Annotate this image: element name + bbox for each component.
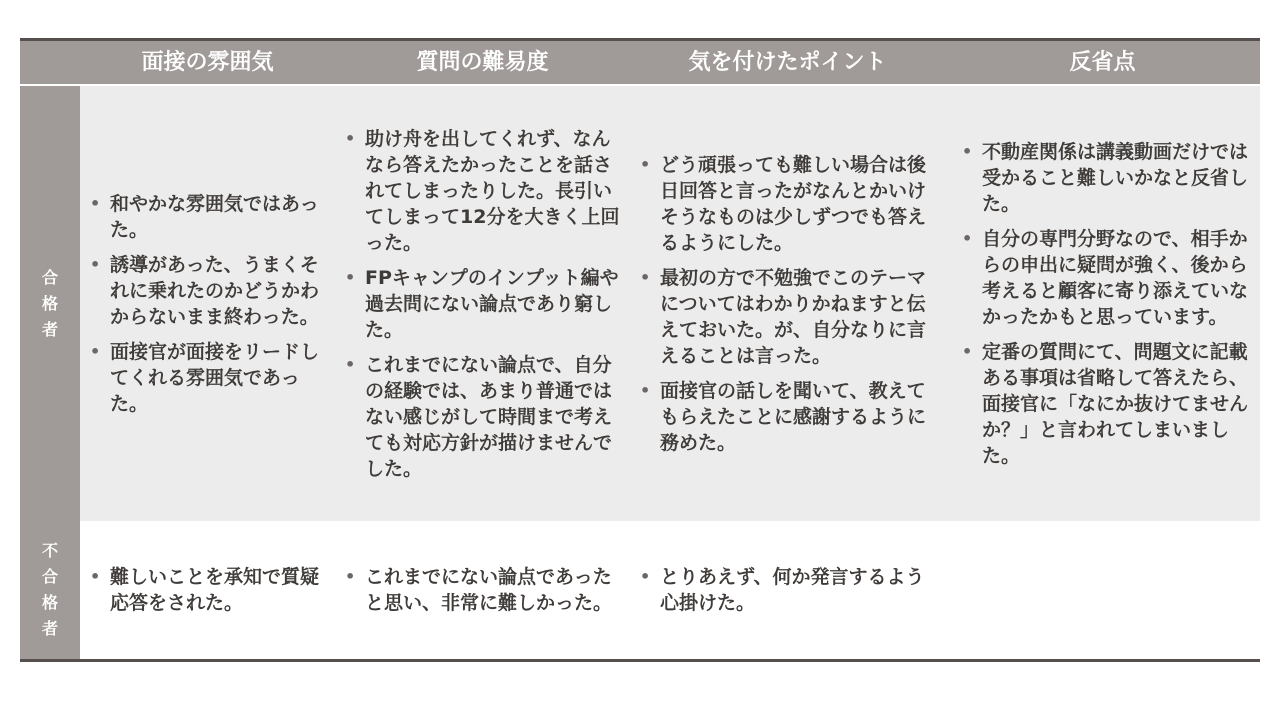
bullet-item: • 難しいことを承知で質疑応答をされた。 (88, 564, 328, 616)
bullet-item: • FPキャンプのインプット編や過去問にない論点であり窮した。 (343, 265, 625, 343)
bullet-item: • 助け舟を出してくれず、なんなら答えたかったことを話されてしまったりした。長引いてしまって12分を大きく上回った。 (343, 126, 625, 256)
bullet-item: • 和やかな雰囲気ではあった。 (88, 191, 328, 243)
bullet-item: • 誘導があった、うまくそれに乗れたのかどうかわからないまま終わった。 (88, 252, 328, 330)
bullet-item: • 定番の質問にて、問題文に記載ある事項は省略して答えたら、面接官に「なにか抜けてませんか？」と言われてしまいました。 (960, 339, 1252, 469)
cell-failed-atmosphere (88, 521, 328, 659)
cell-failed-points (638, 521, 940, 659)
row-label-passed-text: 合格者 (42, 267, 59, 339)
bullet-item: • これまでにない論点であったと思い、非常に難しかった。 (343, 564, 625, 616)
bullet-item: • 最初の方で不勉強でこのテーマについてはわかりかねますと伝えておいた。が、自分なりに言えることは言った。 (638, 265, 940, 369)
bullet-item: • 面接官の話しを聞いて、教えてもらえたことに感謝するように務めた。 (638, 378, 940, 456)
passed-atmosphere-list (88, 191, 328, 417)
bullet-item: • 不動産関係は講義動画だけでは受かること難しいかなと反省した。 (960, 139, 1252, 217)
cell-passed-difficulty (343, 86, 625, 521)
row-label-passed (20, 86, 80, 521)
failed-points-list (638, 564, 940, 616)
bullet-item: • 面接官が面接をリードしてくれる雰囲気であった。 (88, 339, 328, 417)
cell-passed-points (638, 86, 940, 521)
failed-difficulty-list (343, 564, 625, 616)
bullet-item: • これまでにない論点で、自分の経験では、あまり普通ではない感じがして時間まで考えても対応方針が描けませんでした。 (343, 352, 625, 482)
bullet-item: • とりあえず、何か発言するよう心掛けた。 (638, 564, 940, 616)
bullet-item: • 自分の専門分野なので、相手からの申出に疑問が強く、後から考えると顧客に寄り添えていなかったかもと思っています。 (960, 226, 1252, 330)
header-difficulty: 質問の難易度 (416, 50, 549, 75)
row-label-failed-text: 不合格者 (42, 541, 59, 638)
failed-atmosphere-list (88, 564, 328, 616)
comparison-table (20, 38, 1260, 662)
header-reflection: 反省点 (1069, 50, 1136, 75)
passed-reflection-list (960, 139, 1252, 469)
header-atmosphere: 面接の雰囲気 (141, 50, 274, 75)
cell-passed-reflection (960, 86, 1252, 521)
passed-points-list (638, 152, 940, 456)
header-points: 気を付けたポイント (688, 50, 887, 75)
header-row (20, 41, 1260, 86)
cell-failed-difficulty (343, 521, 625, 659)
bullet-item: • どう頑張っても難しい場合は後日回答と言ったがなんとかいけそうなものは少しずつでも答えるようにした。 (638, 152, 940, 256)
passed-difficulty-list (343, 126, 625, 482)
cell-passed-atmosphere (88, 86, 328, 521)
row-label-failed (20, 521, 80, 659)
cell-failed-reflection (960, 521, 1252, 659)
